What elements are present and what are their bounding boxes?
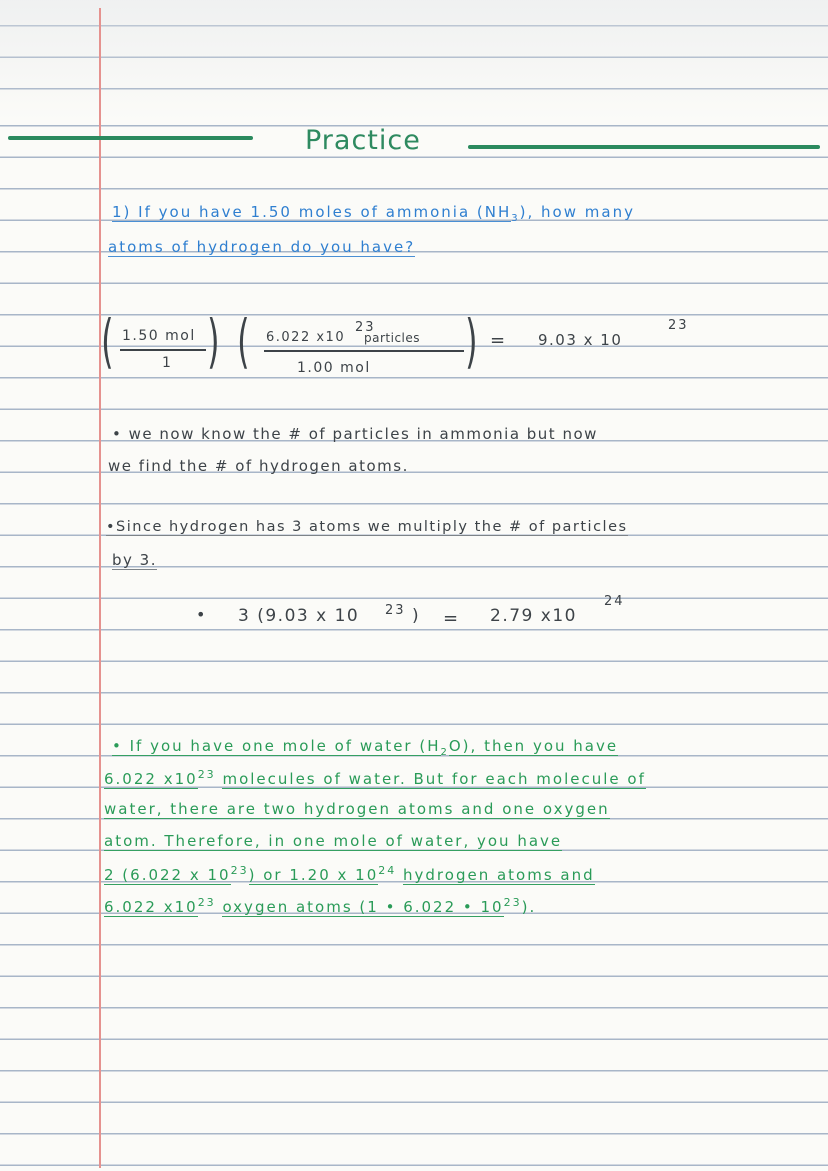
- explanation-line5-start: 2 (6.022 x 10: [104, 866, 231, 884]
- explanation-line6-close: ).: [521, 898, 537, 916]
- note1-line1: • we now know the # of particles in ammonia but now: [112, 425, 598, 443]
- calc1-num2-mantissa: 6.022 x10: [266, 330, 346, 345]
- calc2-expression-exponent: 23: [385, 603, 406, 618]
- calc1-den1: 1: [162, 355, 173, 371]
- note2-text-2: by 3.: [112, 551, 157, 569]
- problem1-text-end: ), how many: [519, 203, 635, 221]
- calc1-num2-exponent: 23: [355, 320, 376, 335]
- problem1-line1: [112, 203, 635, 224]
- calc2-bullet: •: [196, 605, 207, 624]
- explanation-line3: [104, 800, 610, 818]
- explanation-line6-number: 6.022 x10: [104, 898, 198, 916]
- explanation-line2-number: 6.022 x10: [104, 770, 198, 788]
- explanation-line5: [104, 864, 595, 884]
- calc2-expression: 3 (9.03 x 10: [238, 606, 360, 626]
- calc1-result: 9.03 x 10: [538, 331, 623, 349]
- explanation-line6: [104, 896, 536, 916]
- explanation-line5-exponent-2: 24: [378, 864, 397, 877]
- calc1-num1: 1.50 mol: [122, 328, 196, 344]
- title-rule-right: [468, 145, 820, 149]
- problem1-subscript: 3: [511, 213, 520, 224]
- note1-line2: we find the # of hydrogen atoms.: [108, 457, 409, 475]
- calc2-result-exponent: 24: [604, 594, 625, 609]
- paren-open-1: (: [101, 307, 114, 375]
- calc2-equals: =: [443, 608, 459, 629]
- explanation-line2-exponent: 23: [197, 768, 216, 781]
- problem1-text: 1) If you have 1.50 moles of ammonia (NH: [112, 203, 512, 221]
- note2-line1: [106, 519, 628, 535]
- calc1-num2: [266, 330, 345, 345]
- explanation-line1-text: • If you have one mole of water (H: [112, 737, 441, 755]
- explanation-line6-text: oxygen atoms (1 • 6.022 • 10: [222, 898, 504, 916]
- paren-close-1: ): [207, 307, 220, 375]
- explanation-line2: [104, 768, 646, 788]
- calc1-num2-unit: particles: [364, 331, 421, 345]
- calc1-fraction-bar-2: [264, 350, 464, 352]
- calc2-result: 2.79 x10: [490, 606, 577, 626]
- problem1-line2: [108, 238, 415, 256]
- explanation-line3-text: water, there are two hydrogen atoms and one oxygen: [104, 800, 610, 818]
- explanation-line2-text: molecules of water. But for each molecule of: [222, 770, 646, 788]
- explanation-line1: [112, 737, 618, 758]
- explanation-line6-exponent-2: 23: [503, 896, 522, 909]
- note2-line2: [112, 551, 157, 569]
- explanation-line1-end: O), then you have: [448, 737, 619, 755]
- note2-text: •Since hydrogen has 3 atoms we multiply the # of particles: [106, 519, 628, 535]
- explanation-subscript: 2: [440, 747, 449, 758]
- paren-close-2: ): [465, 307, 478, 375]
- calc1-fraction-bar-1: [120, 349, 206, 351]
- paren-open-2: (: [237, 307, 250, 375]
- margin-line: [99, 8, 101, 1168]
- title-rule-left: [8, 136, 253, 140]
- explanation-line5-end: hydrogen atoms and: [403, 866, 595, 884]
- explanation-line4: [104, 832, 562, 850]
- explanation-line5-middle: ) or 1.20 x 10: [248, 866, 379, 884]
- calc2-expression-close: ): [412, 606, 421, 626]
- calc1-den2: 1.00 mol: [297, 360, 371, 376]
- calc1-result-exponent: 23: [668, 318, 689, 333]
- explanation-line6-exponent: 23: [197, 896, 216, 909]
- problem1-question: atoms of hydrogen do you have?: [108, 238, 416, 256]
- bleed-through-shading: [0, 0, 828, 120]
- explanation-line4-text: atom. Therefore, in one mole of water, you have: [104, 832, 563, 850]
- explanation-line5-exponent-1: 23: [230, 864, 249, 877]
- calc1-equals: =: [490, 330, 506, 351]
- page-title: Practice: [305, 125, 421, 156]
